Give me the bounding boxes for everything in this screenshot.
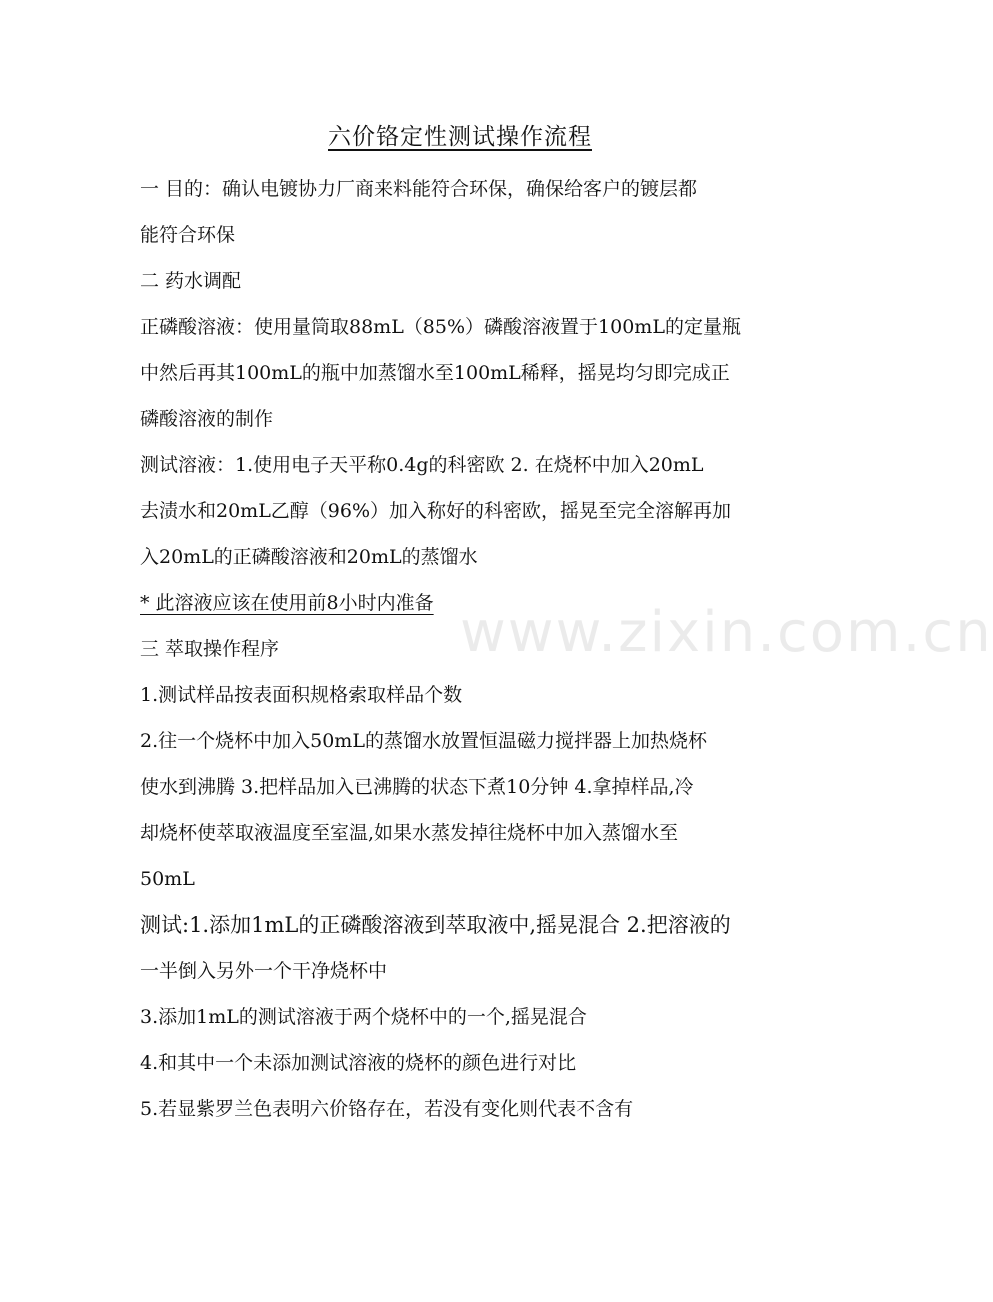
document-title: [0, 120, 920, 154]
step-1-line: 1.测试样品按表面积规格索取样品个数: [140, 684, 463, 706]
watermark: www.zixin.com.cn: [460, 600, 993, 665]
purpose-line-2: 能符合环保: [140, 224, 236, 246]
test-solution-line-3: 入20mL的正磷酸溶液和20mL的蒸馏水: [140, 546, 478, 568]
phosphoric-solution-line-2: 中然后再其100mL的瓶中加蒸馏水至100mL稀释，摇晃均匀即完成正: [140, 362, 730, 384]
preparation-note-text: * 此溶液应该在使用前8小时内准备: [140, 592, 434, 614]
purpose-line-1: 一 目的：确认电镀协力厂商来料能符合环保，确保给客户的镀层都: [140, 178, 698, 200]
test-step-3-line: 3.添加1mL的测试溶液于两个烧杯中的一个,摇晃混合: [140, 1006, 587, 1028]
phosphoric-solution-line-3: 磷酸溶液的制作: [140, 408, 274, 430]
step-2-line-2: 使水到沸腾 3.把样品加入已沸腾的状态下煮10分钟 4.拿掉样品,冷: [140, 776, 694, 798]
phosphoric-solution-line-1: 正磷酸溶液：使用量筒取88mL（85%）磷酸溶液置于100mL的定量瓶: [140, 316, 741, 338]
section-2-heading: 二 药水调配: [140, 270, 242, 292]
preparation-note: [140, 580, 790, 626]
step-2-line-4: 50mL: [140, 868, 195, 890]
step-2-line-1: 2.往一个烧杯中加入50mL的蒸馏水放置恒温磁力搅拌器上加热烧杯: [140, 730, 707, 752]
test-solution-line-2: 去渍水和20mL乙醇（96%）加入称好的科密欧，摇晃至完全溶解再加: [140, 500, 732, 522]
test-step-4-line: 4.和其中一个未添加测试溶液的烧杯的颜色进行对比: [140, 1052, 577, 1074]
document-title-text: 六价铬定性测试操作流程: [328, 124, 592, 150]
section-3-heading: 三 萃取操作程序: [140, 638, 280, 660]
test-procedure-line-1: 测试:1.添加1mL的正磷酸溶液到萃取液中,摇晃混合 2.把溶液的: [140, 913, 731, 937]
test-solution-line-1: 测试溶液：1.使用电子天平称0.4g的科密欧 2. 在烧杯中加入20mL: [140, 454, 704, 476]
test-step-5-line: 5.若显紫罗兰色表明六价铬存在，若没有变化则代表不含有: [140, 1098, 634, 1120]
test-procedure-line-2: 一半倒入另外一个干净烧杯中: [140, 960, 388, 982]
step-2-line-3: 却烧杯使萃取液温度至室温,如果水蒸发掉往烧杯中加入蒸馏水至: [140, 822, 679, 844]
document-body: [140, 166, 790, 1132]
